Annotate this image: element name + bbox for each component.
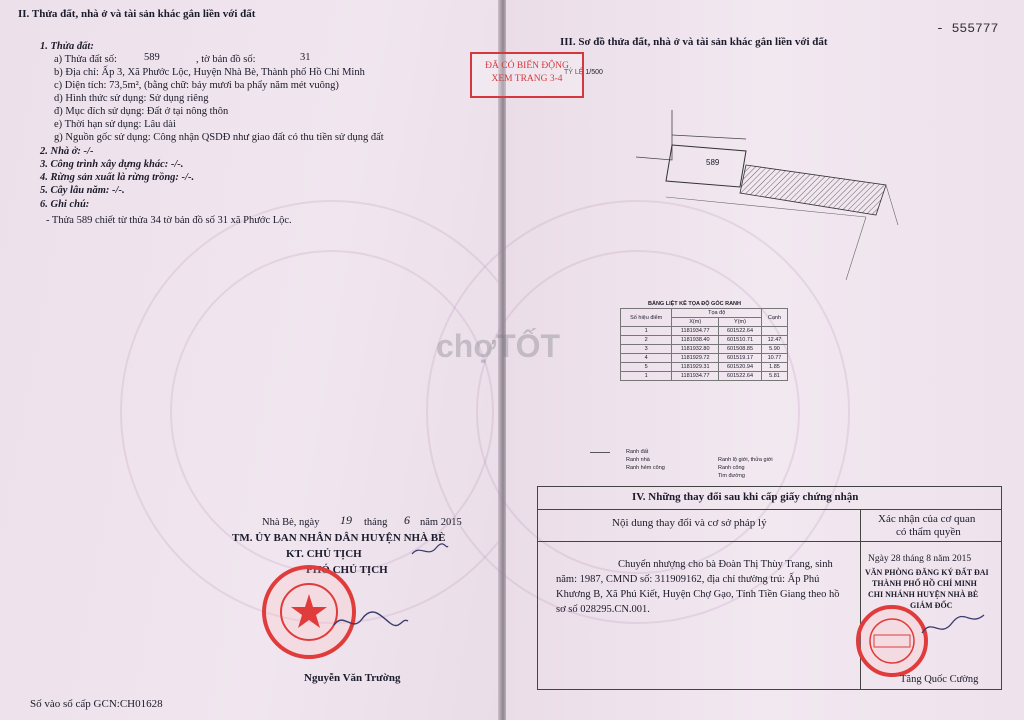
stamp-line-1: ĐÃ CÓ BIẾN ĐỘNG bbox=[485, 61, 569, 71]
changes-box-header bbox=[538, 487, 1001, 510]
map-sheet-value: 31 bbox=[300, 52, 311, 63]
issue-month-label: tháng bbox=[364, 517, 388, 528]
legend-item: Ranh nhà bbox=[626, 457, 650, 463]
table-row bbox=[621, 354, 788, 363]
office-line-2: THÀNH PHỐ HỒ CHÍ MINH bbox=[872, 579, 977, 588]
note-text: - Thửa 589 chiết từ thửa 34 tờ bản đồ số 31 xã Phước Lộc. bbox=[46, 215, 292, 226]
table-cell: 1181938.40 bbox=[672, 336, 719, 345]
table-cell: 5 bbox=[621, 363, 672, 372]
section-iii-title: III. Sơ đồ thửa đất, nhà ở và tài sản khác gắn liền với đất bbox=[560, 36, 828, 48]
table-header-row bbox=[621, 309, 788, 318]
confirmation-signer: Tăng Quốc Cường bbox=[900, 674, 979, 685]
right-page bbox=[436, 0, 1024, 720]
registry-number: Số vào sổ cấp GCN:CH01628 bbox=[30, 698, 163, 710]
confirmation-date: Ngày 28 tháng 8 năm 2015 bbox=[868, 554, 972, 564]
parcel-diagram bbox=[636, 105, 906, 285]
confirmation-header-2: có thẩm quyền bbox=[896, 526, 961, 538]
table-row bbox=[621, 363, 788, 372]
legend-item: Ranh đất bbox=[626, 449, 649, 455]
map-scale: TỶ LỆ 1/500 bbox=[564, 69, 603, 76]
issue-date-prefix: Nhà Bè, ngày bbox=[262, 517, 320, 528]
table-cell: 1.85 bbox=[761, 363, 787, 372]
usage-term-line: e) Thời hạn sử dụng: Lâu dài bbox=[54, 119, 176, 130]
table-cell: 3 bbox=[621, 345, 672, 354]
table-cell: 1181934.77 bbox=[672, 327, 719, 336]
parcel-label: 589 bbox=[706, 158, 720, 167]
stamp-line-2: XEM TRANG 3-4 bbox=[491, 74, 563, 84]
table-cell: 1181934.77 bbox=[672, 372, 719, 381]
table-cell: 4 bbox=[621, 354, 672, 363]
document-number: - 555777 bbox=[936, 21, 999, 36]
left-page bbox=[0, 0, 500, 720]
table-row bbox=[621, 345, 788, 354]
table-header: X(m) bbox=[672, 318, 719, 327]
table-row bbox=[621, 372, 788, 381]
table-cell: 601522.64 bbox=[719, 372, 762, 381]
row-divider bbox=[538, 541, 1001, 542]
table-cell: 601510.71 bbox=[719, 336, 762, 345]
confirmation-header-1: Xác nhận của cơ quan bbox=[878, 513, 976, 525]
authority-title: TM. ỦY BAN NHÂN DÂN HUYỆN NHÀ BÈ bbox=[232, 532, 446, 544]
table-header: Số hiệu điểm bbox=[621, 309, 672, 327]
legend-item: Tim đường bbox=[718, 473, 745, 479]
office-line-1: VĂN PHÒNG ĐĂNG KÝ ĐẤT ĐAI bbox=[865, 568, 989, 577]
table-cell: 601508.85 bbox=[719, 345, 762, 354]
table-cell: 1 bbox=[621, 327, 672, 336]
legend-item: Ranh lộ giới, thửa giới bbox=[718, 457, 773, 463]
item2-house: 2. Nhà ở: -/- bbox=[40, 146, 94, 157]
office-line-3: CHI NHÁNH HUYỆN NHÀ BÈ bbox=[868, 590, 979, 599]
coordinates-table-title: BẢNG LIỆT KÊ TỌA ĐỘ GÓC RANH bbox=[648, 301, 741, 307]
signature-mark bbox=[410, 540, 450, 560]
area-line: c) Diện tích: 73,5m², (bằng chữ: bảy mươi ba phẩy năm mét vuông) bbox=[54, 80, 339, 91]
change-line-2: năm: 1987, CMND số: 311909162, địa chỉ thường trú: Ấp Phú bbox=[556, 574, 820, 585]
change-line-1: Chuyển nhượng cho bà Đoàn Thị Thùy Trang, sinh bbox=[618, 559, 833, 570]
usage-purpose-line: đ) Mục đích sử dụng: Đất ở tại nông thôn bbox=[54, 106, 229, 117]
usage-origin-line: g) Nguồn gốc sử dụng: Công nhận QSDĐ như giao đất có thu tiền sử dụng đất bbox=[54, 132, 384, 143]
table-cell: 1181932.80 bbox=[672, 345, 719, 354]
item3-construction: 3. Công trình xây dựng khác: -/-. bbox=[40, 159, 184, 170]
parcel-number-label: a) Thửa đất số: bbox=[54, 54, 117, 65]
change-line-3: Khương B, Xã Phú Kiết, Huyện Chợ Gạo, Tỉnh Tiền Giang theo hồ bbox=[556, 589, 840, 600]
table-cell: 601520.94 bbox=[719, 363, 762, 372]
table-header: Y(m) bbox=[719, 318, 762, 327]
usage-form-line: d) Hình thức sử dụng: Sử dụng riêng bbox=[54, 93, 209, 104]
signature-left bbox=[330, 605, 410, 635]
change-stamp bbox=[470, 52, 584, 98]
table-cell: 12.47 bbox=[761, 336, 787, 345]
table-cell: 601522.64 bbox=[719, 327, 762, 336]
office-line-4: GIÁM ĐỐC bbox=[910, 601, 953, 610]
change-line-4: sơ số 028295.CN.001. bbox=[556, 604, 650, 615]
changes-box-title: IV. Những thay đổi sau khi cấp giấy chứng nhận bbox=[632, 491, 859, 503]
table-cell: 601519.17 bbox=[719, 354, 762, 363]
map-sheet-label: , tờ bản đồ số: bbox=[196, 54, 256, 65]
table-row bbox=[621, 336, 788, 345]
table-cell: 5.90 bbox=[761, 345, 787, 354]
kt-chairman: KT. CHỦ TỊCH bbox=[286, 548, 362, 560]
changes-content-header: Nội dung thay đổi và cơ sở pháp lý bbox=[612, 517, 767, 529]
signer-name: Nguyễn Văn Trường bbox=[304, 672, 401, 684]
table-cell bbox=[761, 327, 787, 336]
parcel-number-value: 589 bbox=[144, 52, 160, 63]
signature-right bbox=[918, 607, 988, 647]
coordinates-table bbox=[620, 308, 788, 381]
legend-item: Ranh hẻm công bbox=[626, 465, 665, 471]
table-row bbox=[621, 327, 788, 336]
legend-item: Ranh công bbox=[718, 465, 745, 471]
item4-forest: 4. Rừng sản xuất là rừng trồng: -/-. bbox=[40, 172, 195, 183]
item1-title: 1. Thửa đất: bbox=[40, 41, 94, 52]
table-cell: 5.81 bbox=[761, 372, 787, 381]
changes-box bbox=[537, 486, 1002, 690]
vice-chairman: PHÓ CHỦ TỊCH bbox=[306, 564, 388, 576]
table-cell: 10.77 bbox=[761, 354, 787, 363]
issue-year: năm 2015 bbox=[420, 517, 462, 528]
section-ii-title: II. Thửa đất, nhà ở và tài sản khác gắn liền với đất bbox=[18, 8, 256, 20]
table-header: Cạnh bbox=[761, 309, 787, 327]
seal-ring-icon bbox=[860, 609, 924, 673]
address-line: b) Địa chỉ: Ấp 3, Xã Phước Lộc, Huyện Nhà Bè, Thành phố Hồ Chí Minh bbox=[54, 67, 365, 78]
table-cell: 1181929.72 bbox=[672, 354, 719, 363]
issue-month: 6 bbox=[404, 513, 410, 527]
item6-notes: 6. Ghi chú: bbox=[40, 199, 90, 210]
table-cell: 1 bbox=[621, 372, 672, 381]
legend-line bbox=[590, 452, 610, 453]
issue-day: 19 bbox=[340, 513, 352, 527]
item5-trees: 5. Cây lâu năm: -/-. bbox=[40, 185, 125, 196]
table-header: Tọa độ bbox=[672, 309, 762, 318]
table-cell: 2 bbox=[621, 336, 672, 345]
table-cell: 1181929.31 bbox=[672, 363, 719, 372]
watermark-text: chợTỐT bbox=[436, 328, 561, 364]
